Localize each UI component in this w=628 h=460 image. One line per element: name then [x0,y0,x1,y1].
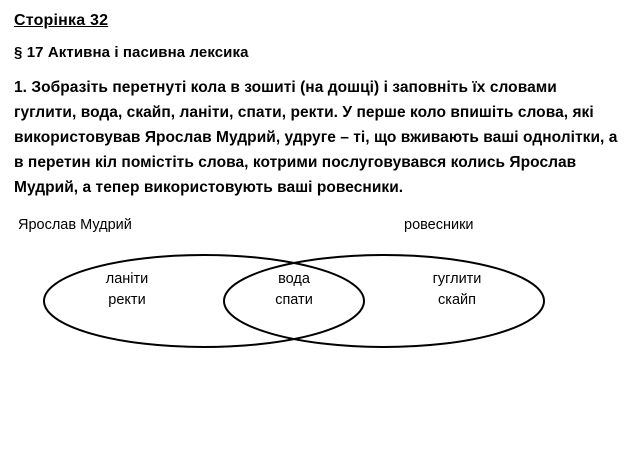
venn-right-label: ровесники [404,216,474,233]
venn-left-words [72,269,182,311]
venn-diagram [14,249,624,361]
venn-right-words [402,269,512,311]
venn-middle-word-2: спати [275,291,313,308]
task-text: 1. Зобразіть перетнуті кола в зошиті (на дошці) і заповніть їх словами гуглити, вода, скайп, ланіти, спати, ректи. У перше коло впишіть слова, які використовував Ярослав Мудрий, удруге – ті, що вживають ваші однолітки, а в перетин кіл помістіть слова, котрими послуговувався колись Ярослав Мудрий, а тепер використовують ваші ровесники. [14,79,618,197]
venn-right-word-1: гуглити [432,270,482,287]
section-heading: § 17 Активна і пасивна лексика [14,44,249,61]
venn-middle-word-1: вода [278,270,310,287]
page-title: Сторінка 32 [14,12,109,29]
diagram-labels [14,217,620,243]
venn-left-word-1: ланіти [105,270,149,287]
venn-right-word-2: скайп [438,291,476,308]
venn-left-label: Ярослав Мудрий [18,216,132,233]
venn-left-word-2: ректи [108,291,146,308]
venn-middle-words [239,269,349,311]
